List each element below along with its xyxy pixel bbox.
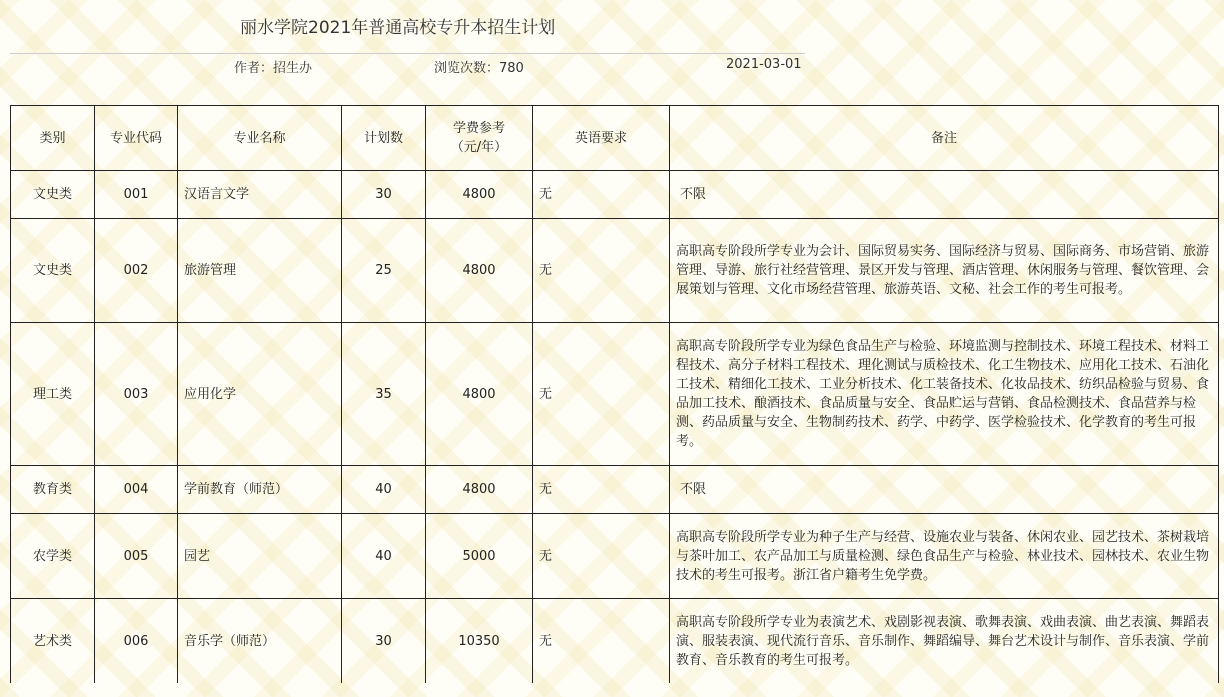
- cell-quota: 40: [342, 466, 426, 514]
- cell-english: 无: [533, 171, 670, 219]
- cell-english: 无: [533, 466, 670, 514]
- header-english: 英语要求: [533, 106, 670, 171]
- cell-category: 艺术类: [11, 599, 95, 684]
- cell-remark: 高职高专阶段所学专业为会计、国际贸易实务、国际经济与贸易、国际商务、市场营销、旅游管理、导游、旅行社经营管理、景区开发与管理、酒店管理、休闲服务与管理、餐饮管理、会展策划与管理、文化市场经营管理、旅游英语、文秘、社会工作的考生可报考。: [670, 219, 1219, 323]
- cell-english: 无: [533, 599, 670, 684]
- cell-fee: 4800: [426, 323, 533, 466]
- cell-code: 004: [95, 466, 178, 514]
- cell-quota: 25: [342, 219, 426, 323]
- table-row: [11, 466, 1219, 514]
- table-row: [11, 323, 1219, 466]
- cell-fee: 5000: [426, 514, 533, 599]
- header-category: 类别: [11, 106, 95, 171]
- table-row: [11, 599, 1219, 684]
- cell-fee: 4800: [426, 219, 533, 323]
- table-header-row: [11, 106, 1219, 171]
- header-remark: 备注: [670, 106, 1219, 171]
- cell-remark: 不限: [670, 171, 1219, 219]
- author-meta: [234, 57, 312, 76]
- cell-quota: 30: [342, 171, 426, 219]
- cell-code: 005: [95, 514, 178, 599]
- header-quota: 计划数: [342, 106, 426, 171]
- cell-remark: 高职高专阶段所学专业为表演艺术、戏剧影视表演、歌舞表演、戏曲表演、曲艺表演、舞蹈表演、服装表演、现代流行音乐、音乐制作、舞蹈编导、舞台艺术设计与制作、音乐表演、学前教育、音乐教育的考生可报考。: [670, 599, 1219, 684]
- cell-remark: 高职高专阶段所学专业为绿色食品生产与检验、环境监测与控制技术、环境工程技术、材料工程技术、高分子材料工程技术、理化测试与质检技术、化工生物技术、应用化工技术、石油化工技术、精细化工技术、工业分析技术、化工装备技术、化妆品技术、纺织品检验与贸易、食品加工技术、酿酒技术、食品质量与安全、食品贮运与营销、食品检测技术、食品营养与检测、药品质量与安全、生物制药技术、药学、中药学、医学检验技术、化学教育的考生可报考。: [670, 323, 1219, 466]
- table-row: [11, 514, 1219, 599]
- cell-remark: 高职高专阶段所学专业为种子生产与经营、设施农业与装备、休闲农业、园艺技术、茶树栽培与茶叶加工、农产品加工与质量检测、绿色食品生产与检验、林业技术、园林技术、农业生物技术的考生可报考。浙江省户籍考生免学费。: [670, 514, 1219, 599]
- cell-code: 002: [95, 219, 178, 323]
- cell-category: 农学类: [11, 514, 95, 599]
- cell-code: 001: [95, 171, 178, 219]
- header-code: 专业代码: [95, 106, 178, 171]
- cell-category: 教育类: [11, 466, 95, 514]
- cell-category: 理工类: [11, 323, 95, 466]
- cell-name: 应用化学: [178, 323, 342, 466]
- cell-code: 006: [95, 599, 178, 684]
- cell-english: 无: [533, 514, 670, 599]
- author-label: 作者：: [234, 61, 274, 76]
- cell-english: 无: [533, 219, 670, 323]
- cell-name: 园艺: [178, 514, 342, 599]
- views-value: 780: [499, 61, 524, 76]
- cell-fee: 4800: [426, 466, 533, 514]
- cell-name: 汉语言文学: [178, 171, 342, 219]
- cell-quota: 35: [342, 323, 426, 466]
- cell-code: 003: [95, 323, 178, 466]
- cell-category: 文史类: [11, 219, 95, 323]
- header-fee: [426, 106, 533, 171]
- views-meta: [434, 57, 524, 76]
- cell-remark: 不限: [670, 466, 1219, 514]
- author-value: 招生办: [273, 61, 313, 76]
- cell-category: 文史类: [11, 171, 95, 219]
- article-header: [0, 0, 1224, 100]
- cell-name: 音乐学（师范）: [178, 599, 342, 684]
- cell-name: 旅游管理: [178, 219, 342, 323]
- header-fee-line1: 学费参考: [452, 121, 505, 136]
- views-label: 浏览次数：: [434, 61, 500, 76]
- cell-name: 学前教育（师范）: [178, 466, 342, 514]
- header-fee-line2: （元/年）: [450, 140, 508, 155]
- cell-quota: 30: [342, 599, 426, 684]
- header-name: 专业名称: [178, 106, 342, 171]
- table-row: [11, 219, 1219, 323]
- header-divider: [10, 53, 805, 54]
- cell-quota: 40: [342, 514, 426, 599]
- table-row: [11, 171, 1219, 219]
- publish-date: 2021-03-01: [726, 57, 802, 72]
- cell-fee: 10350: [426, 599, 533, 684]
- enrollment-plan-table: [10, 105, 1219, 683]
- cell-fee: 4800: [426, 171, 533, 219]
- article-title: 丽水学院2021年普通高校专升本招生计划: [240, 18, 556, 38]
- cell-english: 无: [533, 323, 670, 466]
